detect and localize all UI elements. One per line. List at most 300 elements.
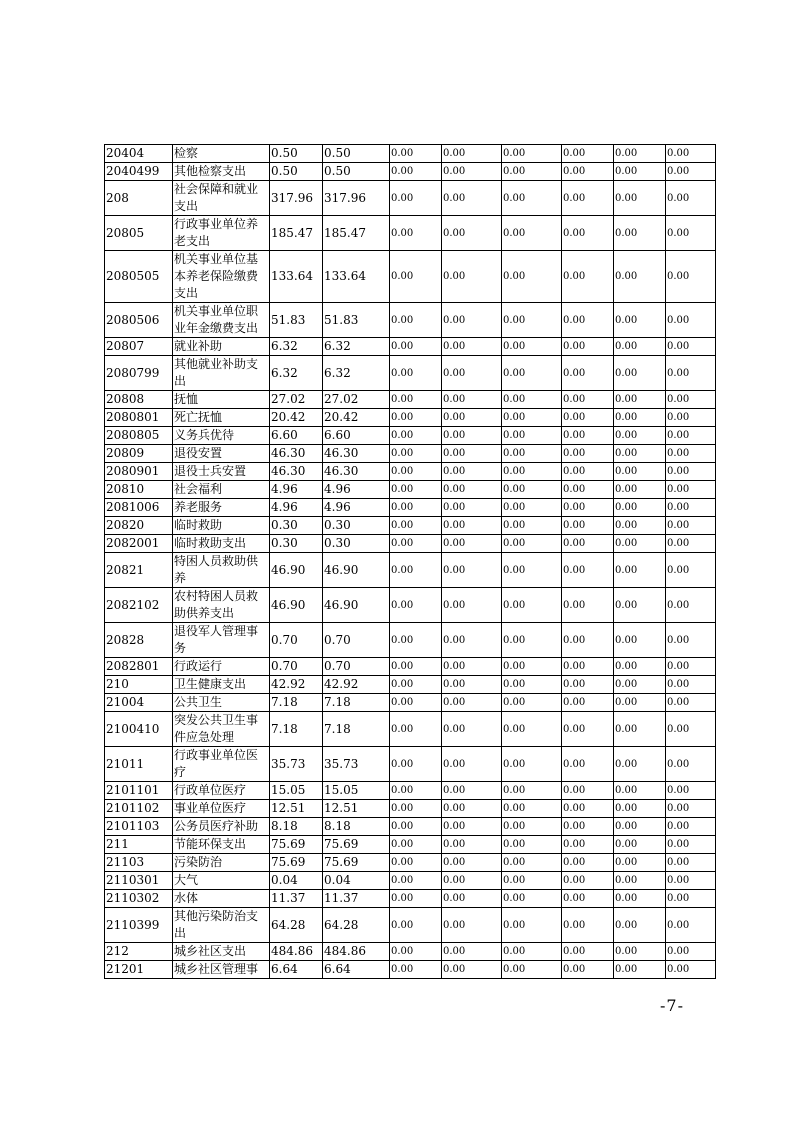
amount-cell: 0.00 xyxy=(442,517,502,535)
amount-cell: 0.00 xyxy=(502,517,562,535)
amount-cell: 0.00 xyxy=(390,445,442,463)
total-cell: 12.51 xyxy=(270,800,323,818)
amount-cell: 0.00 xyxy=(666,181,716,216)
amount-cell: 0.00 xyxy=(390,303,442,338)
amount-cell: 0.00 xyxy=(666,251,716,303)
amount-cell: 0.00 xyxy=(442,712,502,747)
total-cell: 46.90 xyxy=(270,553,323,588)
amount-cell: 0.00 xyxy=(442,782,502,800)
amount-cell: 0.00 xyxy=(562,818,614,836)
amount-cell: 0.00 xyxy=(666,391,716,409)
table-row xyxy=(105,391,716,409)
total-cell: 7.18 xyxy=(270,694,323,712)
table-row xyxy=(105,818,716,836)
amount-cell: 0.00 xyxy=(614,800,666,818)
amount-cell: 0.00 xyxy=(562,747,614,782)
amount-cell: 0.00 xyxy=(502,463,562,481)
table-row xyxy=(105,872,716,890)
amount-cell: 0.00 xyxy=(614,517,666,535)
amount-cell: 0.00 xyxy=(442,694,502,712)
subject-name-cell: 行政单位医疗 xyxy=(173,782,270,800)
amount-cell: 0.00 xyxy=(442,658,502,676)
amount-cell: 0.00 xyxy=(502,588,562,623)
amount-cell: 0.00 xyxy=(442,251,502,303)
amount-cell: 0.00 xyxy=(562,181,614,216)
basic-expenditure-cell: 317.96 xyxy=(323,181,390,216)
subject-code-cell: 20820 xyxy=(105,517,173,535)
subject-code-cell: 20810 xyxy=(105,481,173,499)
amount-cell: 0.00 xyxy=(502,890,562,908)
amount-cell: 0.00 xyxy=(442,145,502,163)
amount-cell: 0.00 xyxy=(442,427,502,445)
subject-name-cell: 卫生健康支出 xyxy=(173,676,270,694)
table-row xyxy=(105,163,716,181)
subject-code-cell: 20805 xyxy=(105,216,173,251)
subject-name-cell: 社会保障和就业支出 xyxy=(173,181,270,216)
page-number: -7- xyxy=(660,996,684,1015)
amount-cell: 0.00 xyxy=(562,356,614,391)
amount-cell: 0.00 xyxy=(666,463,716,481)
amount-cell: 0.00 xyxy=(442,499,502,517)
amount-cell: 0.00 xyxy=(614,890,666,908)
basic-expenditure-cell: 0.30 xyxy=(323,535,390,553)
amount-cell: 0.00 xyxy=(442,163,502,181)
amount-cell: 0.00 xyxy=(442,481,502,499)
amount-cell: 0.00 xyxy=(390,782,442,800)
amount-cell: 0.00 xyxy=(502,747,562,782)
amount-cell: 0.00 xyxy=(614,409,666,427)
amount-cell: 0.00 xyxy=(502,658,562,676)
basic-expenditure-cell: 46.30 xyxy=(323,445,390,463)
table-row xyxy=(105,338,716,356)
table-row xyxy=(105,303,716,338)
total-cell: 75.69 xyxy=(270,854,323,872)
total-cell: 0.30 xyxy=(270,535,323,553)
subject-code-cell: 2082001 xyxy=(105,535,173,553)
basic-expenditure-cell: 0.50 xyxy=(323,145,390,163)
subject-name-cell: 死亡抚恤 xyxy=(173,409,270,427)
amount-cell: 0.00 xyxy=(502,481,562,499)
basic-expenditure-cell: 46.90 xyxy=(323,588,390,623)
subject-name-cell: 特困人员救助供养 xyxy=(173,553,270,588)
amount-cell: 0.00 xyxy=(562,872,614,890)
amount-cell: 0.00 xyxy=(666,303,716,338)
amount-cell: 0.00 xyxy=(562,391,614,409)
amount-cell: 0.00 xyxy=(562,463,614,481)
total-cell: 8.18 xyxy=(270,818,323,836)
amount-cell: 0.00 xyxy=(666,658,716,676)
amount-cell: 0.00 xyxy=(666,163,716,181)
amount-cell: 0.00 xyxy=(502,676,562,694)
amount-cell: 0.00 xyxy=(390,747,442,782)
amount-cell: 0.00 xyxy=(562,553,614,588)
amount-cell: 0.00 xyxy=(442,854,502,872)
subject-code-cell: 2101101 xyxy=(105,782,173,800)
amount-cell: 0.00 xyxy=(614,181,666,216)
amount-cell: 0.00 xyxy=(442,463,502,481)
table-row xyxy=(105,181,716,216)
basic-expenditure-cell: 51.83 xyxy=(323,303,390,338)
subject-code-cell: 2101103 xyxy=(105,818,173,836)
basic-expenditure-cell: 20.42 xyxy=(323,409,390,427)
basic-expenditure-cell: 75.69 xyxy=(323,854,390,872)
amount-cell: 0.00 xyxy=(562,782,614,800)
amount-cell: 0.00 xyxy=(666,747,716,782)
amount-cell: 0.00 xyxy=(390,338,442,356)
subject-name-cell: 公共卫生 xyxy=(173,694,270,712)
total-cell: 15.05 xyxy=(270,782,323,800)
basic-expenditure-cell: 4.96 xyxy=(323,481,390,499)
subject-code-cell: 2080799 xyxy=(105,356,173,391)
table-row xyxy=(105,694,716,712)
amount-cell: 0.00 xyxy=(666,588,716,623)
amount-cell: 0.00 xyxy=(390,908,442,943)
table-row xyxy=(105,463,716,481)
amount-cell: 0.00 xyxy=(442,535,502,553)
subject-name-cell: 抚恤 xyxy=(173,391,270,409)
subject-code-cell: 2080505 xyxy=(105,251,173,303)
amount-cell: 0.00 xyxy=(666,818,716,836)
subject-name-cell: 农村特困人员救助供养支出 xyxy=(173,588,270,623)
subject-code-cell: 2100410 xyxy=(105,712,173,747)
table-row xyxy=(105,356,716,391)
amount-cell: 0.00 xyxy=(502,961,562,979)
subject-code-cell: 20828 xyxy=(105,623,173,658)
amount-cell: 0.00 xyxy=(442,676,502,694)
amount-cell: 0.00 xyxy=(562,854,614,872)
total-cell: 11.37 xyxy=(270,890,323,908)
amount-cell: 0.00 xyxy=(614,658,666,676)
subject-name-cell: 临时救助 xyxy=(173,517,270,535)
amount-cell: 0.00 xyxy=(666,890,716,908)
amount-cell: 0.00 xyxy=(614,712,666,747)
amount-cell: 0.00 xyxy=(562,481,614,499)
subject-name-cell: 城乡社区管理事 xyxy=(173,961,270,979)
subject-name-cell: 突发公共卫生事件应急处理 xyxy=(173,712,270,747)
subject-name-cell: 行政事业单位医疗 xyxy=(173,747,270,782)
basic-expenditure-cell: 7.18 xyxy=(323,712,390,747)
amount-cell: 0.00 xyxy=(502,836,562,854)
subject-name-cell: 污染防治 xyxy=(173,854,270,872)
subject-code-cell: 21004 xyxy=(105,694,173,712)
basic-expenditure-cell: 6.32 xyxy=(323,338,390,356)
amount-cell: 0.00 xyxy=(390,818,442,836)
table-row xyxy=(105,251,716,303)
amount-cell: 0.00 xyxy=(442,623,502,658)
amount-cell: 0.00 xyxy=(562,800,614,818)
total-cell: 4.96 xyxy=(270,499,323,517)
table-row xyxy=(105,943,716,961)
subject-code-cell: 20807 xyxy=(105,338,173,356)
amount-cell: 0.00 xyxy=(390,427,442,445)
amount-cell: 0.00 xyxy=(390,535,442,553)
subject-name-cell: 检察 xyxy=(173,145,270,163)
total-cell: 317.96 xyxy=(270,181,323,216)
subject-name-cell: 义务兵优待 xyxy=(173,427,270,445)
basic-expenditure-cell: 0.04 xyxy=(323,872,390,890)
amount-cell: 0.00 xyxy=(614,535,666,553)
basic-expenditure-cell: 6.32 xyxy=(323,356,390,391)
amount-cell: 0.00 xyxy=(562,908,614,943)
total-cell: 6.32 xyxy=(270,356,323,391)
amount-cell: 0.00 xyxy=(562,535,614,553)
amount-cell: 0.00 xyxy=(390,553,442,588)
total-cell: 0.04 xyxy=(270,872,323,890)
amount-cell: 0.00 xyxy=(442,181,502,216)
amount-cell: 0.00 xyxy=(390,623,442,658)
amount-cell: 0.00 xyxy=(562,517,614,535)
basic-expenditure-cell: 0.70 xyxy=(323,623,390,658)
subject-code-cell: 212 xyxy=(105,943,173,961)
subject-code-cell: 2080805 xyxy=(105,427,173,445)
basic-expenditure-cell: 42.92 xyxy=(323,676,390,694)
amount-cell: 0.00 xyxy=(666,676,716,694)
amount-cell: 0.00 xyxy=(666,445,716,463)
amount-cell: 0.00 xyxy=(614,782,666,800)
amount-cell: 0.00 xyxy=(666,216,716,251)
amount-cell: 0.00 xyxy=(562,712,614,747)
subject-code-cell: 2040499 xyxy=(105,163,173,181)
subject-code-cell: 2080506 xyxy=(105,303,173,338)
amount-cell: 0.00 xyxy=(666,943,716,961)
amount-cell: 0.00 xyxy=(442,391,502,409)
amount-cell: 0.00 xyxy=(442,872,502,890)
table-row xyxy=(105,800,716,818)
table-row xyxy=(105,445,716,463)
table-row xyxy=(105,427,716,445)
basic-expenditure-cell: 8.18 xyxy=(323,818,390,836)
amount-cell: 0.00 xyxy=(390,517,442,535)
amount-cell: 0.00 xyxy=(390,800,442,818)
amount-cell: 0.00 xyxy=(442,961,502,979)
amount-cell: 0.00 xyxy=(614,427,666,445)
amount-cell: 0.00 xyxy=(390,694,442,712)
amount-cell: 0.00 xyxy=(666,481,716,499)
amount-cell: 0.00 xyxy=(442,890,502,908)
budget-table xyxy=(104,144,716,979)
basic-expenditure-cell: 64.28 xyxy=(323,908,390,943)
amount-cell: 0.00 xyxy=(442,818,502,836)
amount-cell: 0.00 xyxy=(614,588,666,623)
subject-code-cell: 208 xyxy=(105,181,173,216)
subject-name-cell: 机关事业单位职业年金缴费支出 xyxy=(173,303,270,338)
subject-name-cell: 公务员医疗补助 xyxy=(173,818,270,836)
subject-name-cell: 机关事业单位基本养老保险缴费支出 xyxy=(173,251,270,303)
amount-cell: 0.00 xyxy=(502,181,562,216)
subject-name-cell: 大气 xyxy=(173,872,270,890)
amount-cell: 0.00 xyxy=(502,445,562,463)
amount-cell: 0.00 xyxy=(390,481,442,499)
amount-cell: 0.00 xyxy=(562,338,614,356)
amount-cell: 0.00 xyxy=(562,588,614,623)
table-row xyxy=(105,782,716,800)
amount-cell: 0.00 xyxy=(614,338,666,356)
amount-cell: 0.00 xyxy=(390,890,442,908)
amount-cell: 0.00 xyxy=(562,890,614,908)
amount-cell: 0.00 xyxy=(502,145,562,163)
total-cell: 46.30 xyxy=(270,463,323,481)
subject-code-cell: 20808 xyxy=(105,391,173,409)
amount-cell: 0.00 xyxy=(614,818,666,836)
amount-cell: 0.00 xyxy=(562,163,614,181)
amount-cell: 0.00 xyxy=(502,818,562,836)
amount-cell: 0.00 xyxy=(442,836,502,854)
subject-code-cell: 2080901 xyxy=(105,463,173,481)
amount-cell: 0.00 xyxy=(442,445,502,463)
basic-expenditure-cell: 46.90 xyxy=(323,553,390,588)
amount-cell: 0.00 xyxy=(666,145,716,163)
amount-cell: 0.00 xyxy=(562,676,614,694)
amount-cell: 0.00 xyxy=(502,356,562,391)
amount-cell: 0.00 xyxy=(390,145,442,163)
basic-expenditure-cell: 0.30 xyxy=(323,517,390,535)
subject-code-cell: 2110302 xyxy=(105,890,173,908)
amount-cell: 0.00 xyxy=(614,836,666,854)
amount-cell: 0.00 xyxy=(666,854,716,872)
subject-name-cell: 退役安置 xyxy=(173,445,270,463)
basic-expenditure-cell: 6.60 xyxy=(323,427,390,445)
amount-cell: 0.00 xyxy=(502,800,562,818)
subject-name-cell: 临时救助支出 xyxy=(173,535,270,553)
amount-cell: 0.00 xyxy=(666,517,716,535)
table-row xyxy=(105,623,716,658)
amount-cell: 0.00 xyxy=(502,338,562,356)
amount-cell: 0.00 xyxy=(666,961,716,979)
basic-expenditure-cell: 7.18 xyxy=(323,694,390,712)
subject-name-cell: 城乡社区支出 xyxy=(173,943,270,961)
amount-cell: 0.00 xyxy=(666,553,716,588)
amount-cell: 0.00 xyxy=(502,391,562,409)
subject-name-cell: 行政事业单位养老支出 xyxy=(173,216,270,251)
amount-cell: 0.00 xyxy=(390,961,442,979)
amount-cell: 0.00 xyxy=(614,445,666,463)
subject-code-cell: 2081006 xyxy=(105,499,173,517)
total-cell: 6.32 xyxy=(270,338,323,356)
amount-cell: 0.00 xyxy=(390,836,442,854)
total-cell: 51.83 xyxy=(270,303,323,338)
amount-cell: 0.00 xyxy=(614,747,666,782)
subject-code-cell: 211 xyxy=(105,836,173,854)
total-cell: 4.96 xyxy=(270,481,323,499)
basic-expenditure-cell: 0.70 xyxy=(323,658,390,676)
subject-name-cell: 其他检察支出 xyxy=(173,163,270,181)
amount-cell: 0.00 xyxy=(614,356,666,391)
amount-cell: 0.00 xyxy=(614,553,666,588)
subject-name-cell: 事业单位医疗 xyxy=(173,800,270,818)
amount-cell: 0.00 xyxy=(442,356,502,391)
amount-cell: 0.00 xyxy=(614,943,666,961)
amount-cell: 0.00 xyxy=(666,356,716,391)
subject-code-cell: 20404 xyxy=(105,145,173,163)
amount-cell: 0.00 xyxy=(442,338,502,356)
basic-expenditure-cell: 484.86 xyxy=(323,943,390,961)
total-cell: 0.50 xyxy=(270,163,323,181)
basic-expenditure-cell: 0.50 xyxy=(323,163,390,181)
basic-expenditure-cell: 11.37 xyxy=(323,890,390,908)
amount-cell: 0.00 xyxy=(390,181,442,216)
total-cell: 20.42 xyxy=(270,409,323,427)
amount-cell: 0.00 xyxy=(562,623,614,658)
total-cell: 46.90 xyxy=(270,588,323,623)
amount-cell: 0.00 xyxy=(390,943,442,961)
subject-name-cell: 退役士兵安置 xyxy=(173,463,270,481)
amount-cell: 0.00 xyxy=(562,499,614,517)
basic-expenditure-cell: 46.30 xyxy=(323,463,390,481)
amount-cell: 0.00 xyxy=(502,535,562,553)
amount-cell: 0.00 xyxy=(442,908,502,943)
amount-cell: 0.00 xyxy=(666,872,716,890)
amount-cell: 0.00 xyxy=(502,553,562,588)
amount-cell: 0.00 xyxy=(502,216,562,251)
amount-cell: 0.00 xyxy=(666,908,716,943)
subject-code-cell: 21103 xyxy=(105,854,173,872)
amount-cell: 0.00 xyxy=(502,782,562,800)
amount-cell: 0.00 xyxy=(502,499,562,517)
amount-cell: 0.00 xyxy=(390,854,442,872)
subject-name-cell: 其他污染防治支出 xyxy=(173,908,270,943)
total-cell: 133.64 xyxy=(270,251,323,303)
subject-name-cell: 就业补助 xyxy=(173,338,270,356)
total-cell: 42.92 xyxy=(270,676,323,694)
amount-cell: 0.00 xyxy=(442,747,502,782)
amount-cell: 0.00 xyxy=(502,427,562,445)
amount-cell: 0.00 xyxy=(390,391,442,409)
basic-expenditure-cell: 6.64 xyxy=(323,961,390,979)
total-cell: 0.50 xyxy=(270,145,323,163)
amount-cell: 0.00 xyxy=(614,391,666,409)
amount-cell: 0.00 xyxy=(666,499,716,517)
amount-cell: 0.00 xyxy=(502,854,562,872)
amount-cell: 0.00 xyxy=(502,694,562,712)
amount-cell: 0.00 xyxy=(442,303,502,338)
table-row xyxy=(105,517,716,535)
table-row xyxy=(105,908,716,943)
amount-cell: 0.00 xyxy=(562,251,614,303)
basic-expenditure-cell: 4.96 xyxy=(323,499,390,517)
amount-cell: 0.00 xyxy=(562,943,614,961)
amount-cell: 0.00 xyxy=(442,216,502,251)
subject-code-cell: 21201 xyxy=(105,961,173,979)
amount-cell: 0.00 xyxy=(390,872,442,890)
table-row xyxy=(105,553,716,588)
total-cell: 35.73 xyxy=(270,747,323,782)
subject-code-cell: 2101102 xyxy=(105,800,173,818)
amount-cell: 0.00 xyxy=(442,800,502,818)
amount-cell: 0.00 xyxy=(562,427,614,445)
amount-cell: 0.00 xyxy=(562,145,614,163)
amount-cell: 0.00 xyxy=(666,800,716,818)
table-row xyxy=(105,747,716,782)
amount-cell: 0.00 xyxy=(502,943,562,961)
amount-cell: 0.00 xyxy=(442,553,502,588)
amount-cell: 0.00 xyxy=(666,623,716,658)
amount-cell: 0.00 xyxy=(562,961,614,979)
subject-code-cell: 21011 xyxy=(105,747,173,782)
amount-cell: 0.00 xyxy=(390,499,442,517)
total-cell: 6.60 xyxy=(270,427,323,445)
amount-cell: 0.00 xyxy=(562,216,614,251)
amount-cell: 0.00 xyxy=(390,409,442,427)
amount-cell: 0.00 xyxy=(614,908,666,943)
table-row xyxy=(105,961,716,979)
amount-cell: 0.00 xyxy=(666,836,716,854)
subject-code-cell: 2082102 xyxy=(105,588,173,623)
subject-code-cell: 2110301 xyxy=(105,872,173,890)
subject-code-cell: 2082801 xyxy=(105,658,173,676)
subject-code-cell: 2110399 xyxy=(105,908,173,943)
table-row xyxy=(105,481,716,499)
total-cell: 0.70 xyxy=(270,658,323,676)
